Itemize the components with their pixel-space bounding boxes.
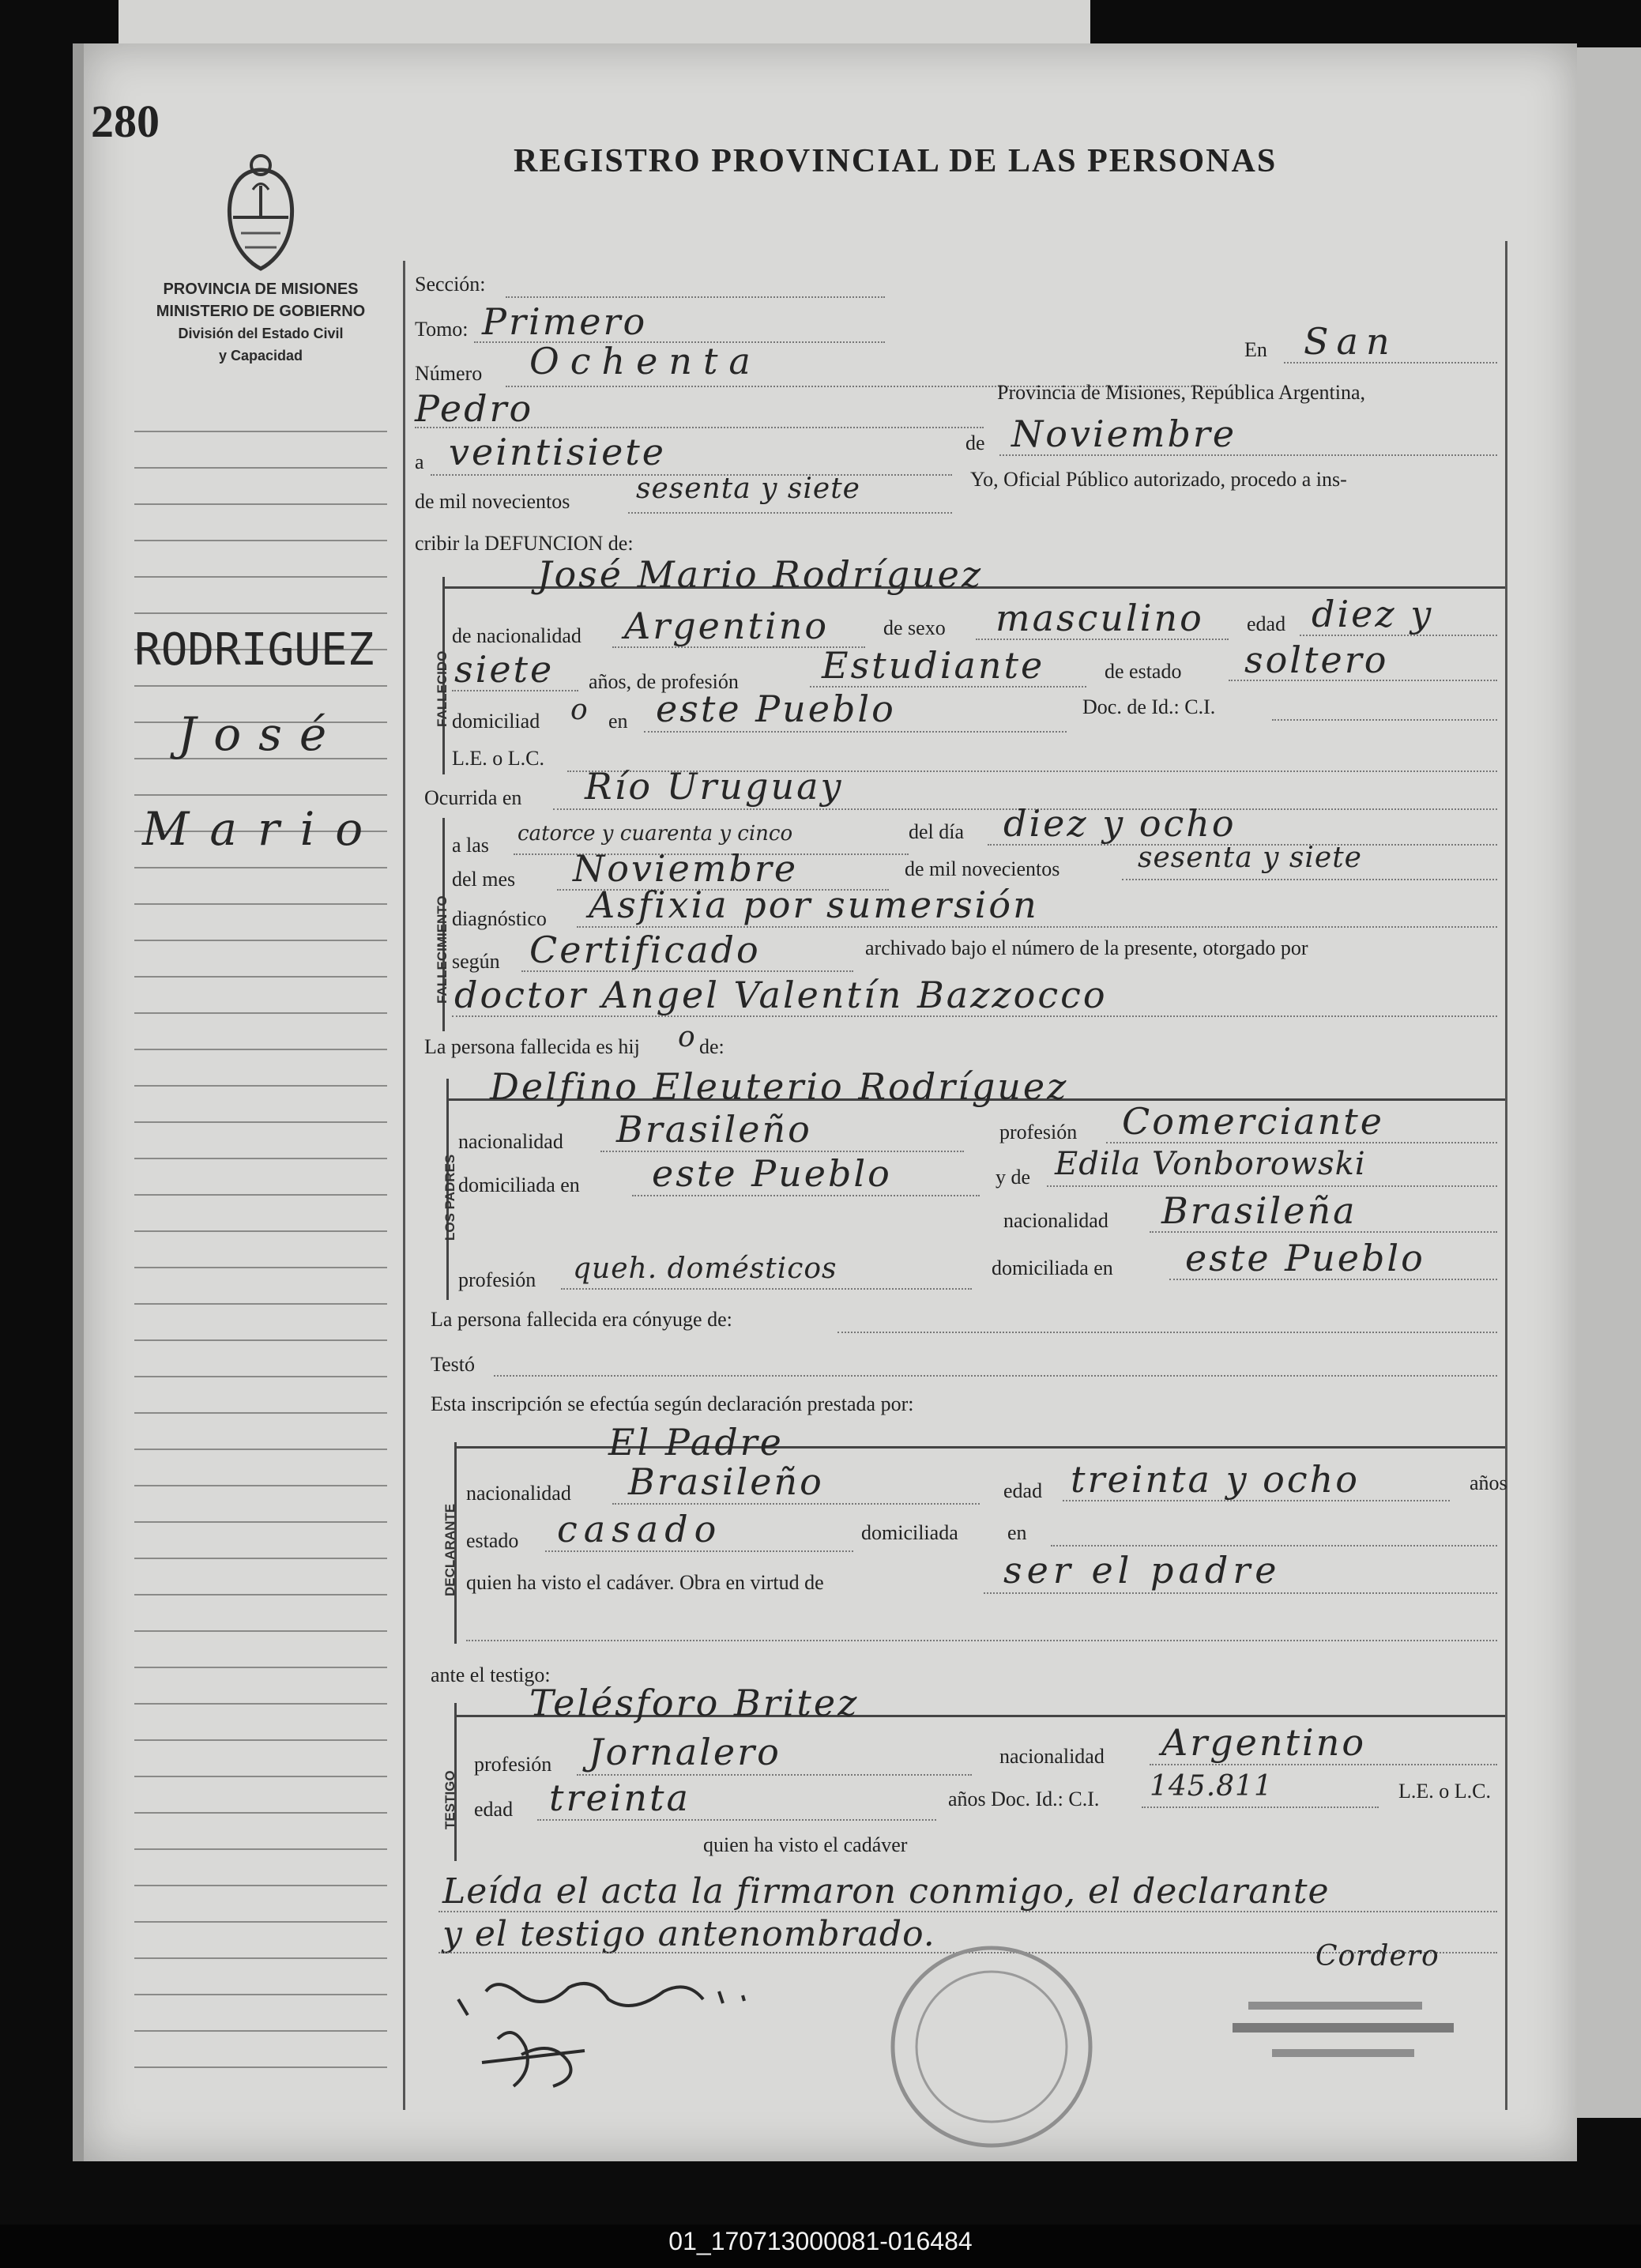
padre-domicilio: este Pueblo <box>652 1152 892 1195</box>
margin-rule-line <box>134 1521 387 1523</box>
cierre-linea-2: y el testigo antenombrado. <box>442 1914 935 1954</box>
margin-rule-line <box>134 431 387 432</box>
handwritten-signatures-icon <box>450 1968 893 2094</box>
margin-rule-line <box>134 576 387 578</box>
estado-value: soltero <box>1244 639 1389 681</box>
medico-value: doctor Angel Valentín Bazzocco <box>454 974 1108 1016</box>
section-label-declarante: DECLARANTE <box>442 1503 457 1596</box>
registry-stamp-icon <box>1225 1987 1462 2074</box>
seccion-label: Sección: <box>415 273 486 296</box>
diagnostico-label: diagnóstico <box>452 907 547 930</box>
margin-rule-line <box>134 903 387 905</box>
margin-rule-line <box>134 467 387 469</box>
margin-rule-line <box>134 794 387 796</box>
margin-rule-line <box>134 1230 387 1232</box>
provincia-label: Provincia de Misiones, República Argentina, <box>997 381 1365 404</box>
margin-rule-line <box>134 1267 387 1268</box>
declarante-en-label: en <box>1007 1521 1027 1544</box>
margin-rule-line <box>134 1885 387 1886</box>
nacionalidad-label: de nacionalidad <box>452 624 582 647</box>
dia-fallecimiento: diez y ocho <box>1003 802 1236 845</box>
declarante-virtud: ser el padre <box>1003 1549 1282 1592</box>
segun-value: Certificado <box>529 929 761 971</box>
madre-nacionalidad-label: nacionalidad <box>1003 1209 1108 1232</box>
margin-rule-line <box>134 1376 387 1377</box>
anio-fallecimiento: sesenta y siete <box>1138 842 1362 874</box>
testo-label: Testó <box>431 1353 475 1376</box>
declarante-anos-label: años <box>1470 1471 1507 1494</box>
madre-label: y de <box>996 1166 1031 1189</box>
margin-rule-line <box>134 1776 387 1777</box>
margin-rule-line <box>134 1303 387 1305</box>
testigo-edad-label: edad <box>474 1798 514 1821</box>
de-label: de <box>965 431 985 454</box>
ocurrida-label: Ocurrida en <box>424 786 522 809</box>
nombre-fallecido: José Mario Rodríguez <box>537 553 984 596</box>
page-number: 280 <box>91 96 160 147</box>
segun-label: según <box>452 950 500 973</box>
domicilio-value: este Pueblo <box>656 688 896 730</box>
margin-rule-line <box>134 1848 387 1850</box>
padre-profesion-label: profesión <box>999 1121 1078 1143</box>
de-mil-label-2: de mil novecientos <box>905 857 1060 880</box>
madre-profesion: queh. domésticos <box>573 1253 837 1285</box>
hijo-suffix: o <box>678 1021 696 1053</box>
diagnostico-value: Asfixia por sumersión <box>589 883 1039 926</box>
de-mil-label: de mil novecientos <box>415 490 570 513</box>
madre-domicilio-label: domiciliada en <box>992 1256 1113 1279</box>
declarante-estado: casado <box>557 1508 723 1550</box>
declarante-edad-label: edad <box>1003 1479 1043 1502</box>
margin-rule-line <box>134 1085 387 1087</box>
doc-id-label: Doc. de Id.: C.I. <box>1082 695 1216 718</box>
agency-block <box>119 278 403 367</box>
margin-given-name-2: Mario <box>142 802 384 856</box>
mes-fallecimiento: Noviembre <box>573 847 799 890</box>
lugar-value: Pedro <box>415 387 534 430</box>
declarante-nombre: El Padre <box>608 1421 784 1464</box>
agency-line-1: PROVINCIA DE MISIONES <box>163 281 359 298</box>
margin-rule-line <box>134 612 387 614</box>
inscripcion-label: Esta inscripción se efectúa según declaración prestada por: <box>431 1392 914 1415</box>
padre-domicilio-label: domiciliada en <box>458 1174 580 1196</box>
padre-nacionalidad: Brasileño <box>616 1108 812 1151</box>
del-dia-label: del día <box>909 820 965 843</box>
margin-rule-line <box>134 1994 387 1995</box>
testigo-nombre: Telésforo Britez <box>529 1682 860 1724</box>
declarante-nacionalidad-label: nacionalidad <box>466 1482 571 1505</box>
margin-rule-line <box>134 685 387 687</box>
mes-value: Noviembre <box>1011 413 1237 455</box>
edad-label: edad <box>1247 612 1286 635</box>
testigo-nacionalidad: Argentino <box>1161 1721 1367 1764</box>
cribir-label: cribir la DEFUNCION de: <box>415 532 634 555</box>
padre-nombre: Delfino Eleuterio Rodríguez <box>490 1065 1069 1108</box>
margin-rule-line <box>134 1449 387 1450</box>
testigo-edad: treinta <box>549 1776 691 1819</box>
margin-rule-line <box>134 1630 387 1632</box>
margin-rule-line <box>134 1812 387 1814</box>
numero-value: Ochenta <box>529 340 762 382</box>
margin-rule-line <box>134 503 387 505</box>
right-border <box>1505 241 1507 2110</box>
a-label: a <box>415 450 424 473</box>
declarante-nacionalidad: Brasileño <box>628 1460 824 1503</box>
margin-rule-line <box>134 1921 387 1923</box>
adjacent-page <box>1572 47 1641 2118</box>
padre-profesion: Comerciante <box>1122 1100 1384 1143</box>
sexo-value: masculino <box>996 597 1204 639</box>
profesion-value: Estudiante <box>822 644 1045 687</box>
margin-rule-line <box>134 1158 387 1159</box>
margin-rule-line <box>134 867 387 868</box>
margin-rule-line <box>134 1594 387 1596</box>
agency-line-2: MINISTERIO DE GOBIERNO <box>156 303 366 320</box>
official-signature: Cordero <box>1315 1940 1440 1972</box>
margin-given-name-1: José <box>178 707 344 761</box>
official-stamp-icon <box>861 1928 1122 2157</box>
file-id-caption: 01_170713000081-016484 <box>668 2227 973 2255</box>
oficial-label: Yo, Oficial Público autorizado, procedo a ins- <box>970 468 1347 491</box>
domiciliado-label: domiciliad <box>452 710 540 733</box>
en-label: En <box>1244 338 1267 361</box>
domiciliado-suffix: o <box>570 694 589 726</box>
margin-rule-line <box>134 1485 387 1486</box>
tomo-value: Primero <box>482 300 648 343</box>
section-label-testigo: TESTIGO <box>442 1770 457 1829</box>
testigo-ci: 145.811 <box>1150 1770 1273 1803</box>
en-value: San <box>1304 320 1398 363</box>
en-domicilio-label: en <box>608 710 628 733</box>
archivado-label: archivado bajo el número de la presente, otorgado por <box>865 936 1308 959</box>
declarante-domiciliada-label: domiciliada <box>861 1521 958 1544</box>
edad-value-2: siete <box>454 648 555 691</box>
conyuge-label: La persona fallecida era cónyuge de: <box>431 1308 732 1331</box>
dia-value: veintisiete <box>449 431 666 473</box>
margin-rule-line <box>134 1739 387 1741</box>
nacionalidad-value: Argentino <box>624 605 830 647</box>
margin-rule-line <box>134 1339 387 1341</box>
declarante-estado-label: estado <box>466 1529 519 1552</box>
margin-surname: RODRIGUEZ <box>134 624 374 676</box>
margin-rule-line <box>134 540 387 541</box>
testigo-nacionalidad-label: nacionalidad <box>999 1745 1105 1768</box>
hijo-label: La persona fallecida es hij <box>424 1035 640 1058</box>
margin-rule-line <box>134 940 387 941</box>
declarante-edad: treinta y ocho <box>1071 1458 1360 1501</box>
margin-rule-line <box>134 1121 387 1123</box>
numero-label: Número <box>415 362 483 385</box>
adjacent-page-edge <box>119 0 1090 43</box>
margin-rule-line <box>134 1667 387 1668</box>
anio-value: sesenta y siete <box>636 473 860 505</box>
cierre-linea-1: Leída el acta la firmaron conmigo, el declarante <box>442 1871 1330 1912</box>
edad-value-1: diez y <box>1312 593 1434 635</box>
quien-visto-label-2: quien ha visto el cadáver <box>703 1833 908 1856</box>
le-lc-label: L.E. o L.C. <box>452 747 544 770</box>
margin-rule-line <box>134 2066 387 2068</box>
margin-rule-line <box>134 976 387 978</box>
margin-rule-line <box>134 1412 387 1414</box>
testigo-profesion: Jornalero <box>589 1731 781 1773</box>
page-title: REGISTRO PROVINCIAL DE LAS PERSONAS <box>514 143 1278 179</box>
madre-domicilio: este Pueblo <box>1185 1237 1425 1279</box>
hijo-de-label: de: <box>699 1035 725 1058</box>
tomo-label: Tomo: <box>415 318 469 341</box>
hora-value: catorce y cuarenta y cinco <box>518 822 793 846</box>
madre-nacionalidad: Brasileña <box>1161 1189 1357 1232</box>
ante-testigo-label: ante el testigo: <box>431 1663 551 1686</box>
margin-rule-line <box>134 1049 387 1050</box>
margin-rule-line <box>134 1957 387 1959</box>
agency-line-4: y Capacidad <box>218 348 303 364</box>
a-las-label: a las <box>452 834 489 857</box>
margin-rule-line <box>134 1194 387 1196</box>
section-label-fallecimiento: FALLECIMIENTO <box>435 895 450 1004</box>
margin-rule-line <box>134 1558 387 1559</box>
ocurrida-value: Río Uruguay <box>585 765 844 808</box>
column-separator <box>403 261 405 2110</box>
quien-visto-label: quien ha visto el cadáver. Obra en virtud de <box>466 1571 824 1594</box>
section-label-fallecido: FALLECIDO <box>435 650 450 727</box>
sexo-label: de sexo <box>883 616 946 639</box>
madre-nombre: Edila Vonborowski <box>1055 1146 1366 1182</box>
padre-nacionalidad-label: nacionalidad <box>458 1130 563 1153</box>
margin-rule-line <box>134 1012 387 1014</box>
testigo-profesion-label: profesión <box>474 1753 552 1776</box>
del-mes-label: del mes <box>452 868 516 891</box>
margin-rule-line <box>134 1703 387 1705</box>
margin-rule-line <box>134 2030 387 2032</box>
madre-profesion-label: profesión <box>458 1268 536 1291</box>
agency-line-3: División del Estado Civil <box>178 326 344 341</box>
testigo-doc-label: años Doc. Id.: C.I. <box>948 1788 1100 1810</box>
profesion-label: años, de profesión <box>589 670 739 693</box>
section-label-padres: LOS PADRES <box>442 1154 457 1241</box>
coat-of-arms-icon <box>217 154 304 273</box>
testigo-le-lc-label: L.E. o L.C. <box>1398 1780 1491 1803</box>
estado-label: de estado <box>1105 660 1182 683</box>
